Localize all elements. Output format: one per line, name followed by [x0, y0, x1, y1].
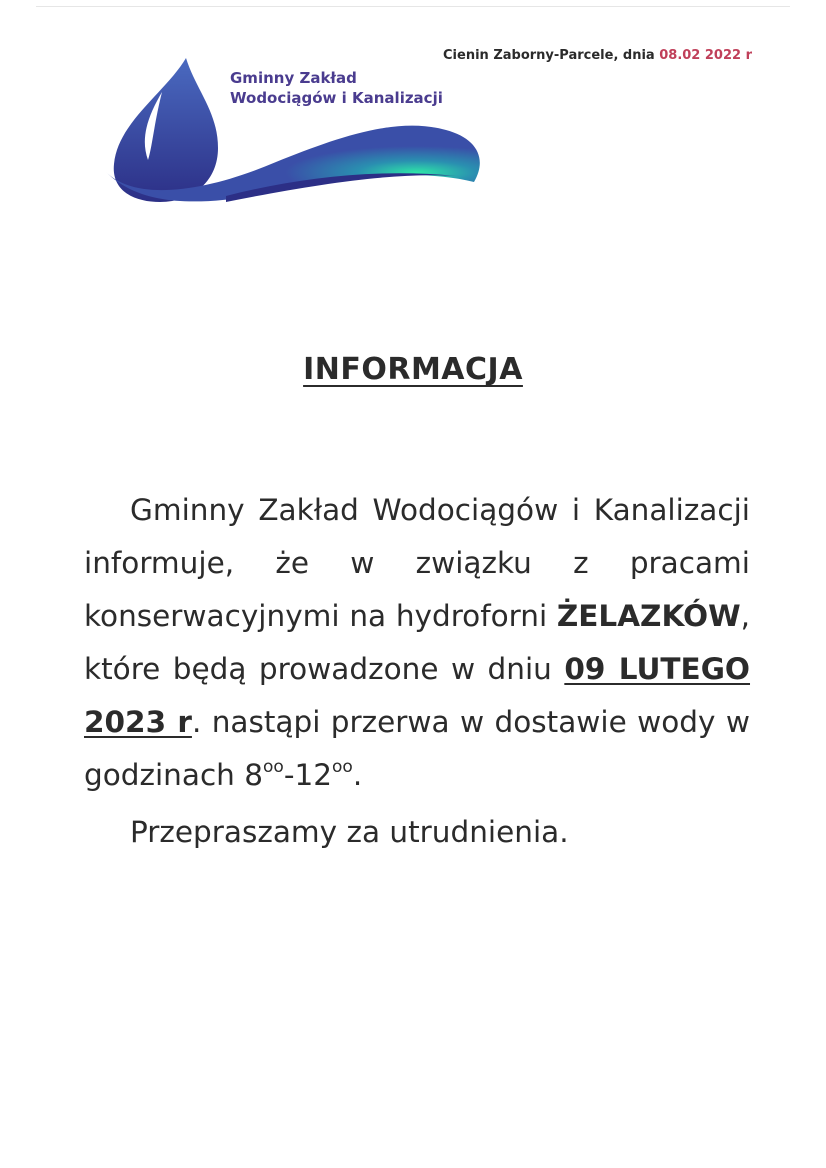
top-rule: [36, 6, 790, 7]
closing-apology: Przepraszamy za utrudnienia.: [130, 815, 569, 849]
place-label: Cienin Zaborny-Parcele, dnia: [443, 48, 660, 63]
document-date: 08.02 2022 r: [659, 48, 752, 63]
body-intro: Gminny Zakład Wodociągów i Kanalizacji informuje, że w związku z pracami konserwacyjnymi na hydroforni: [84, 493, 750, 633]
outage-date: 09 LUTEGO 2023 r: [84, 652, 751, 739]
page-title: INFORMACJA: [303, 352, 523, 387]
notice-body: [84, 484, 750, 802]
start-minutes: oo: [263, 757, 284, 777]
place-date-line: [443, 48, 752, 63]
body-middle: , które będą prowadzone w dniu: [84, 599, 750, 686]
body-end: .: [352, 758, 363, 792]
station-name: ŻELAZKÓW: [556, 599, 741, 633]
logo-line-2: Wodociągów i Kanalizacji: [230, 89, 443, 107]
company-logo: [96, 52, 496, 212]
end-hour: -12: [283, 758, 333, 792]
body-outage: . nastąpi przerwa w dostawie wody w godzinach 8: [84, 705, 750, 792]
logo-text: [230, 68, 443, 108]
end-minutes: oo: [332, 757, 353, 777]
logo-line-1: Gminny Zakład: [230, 69, 357, 87]
